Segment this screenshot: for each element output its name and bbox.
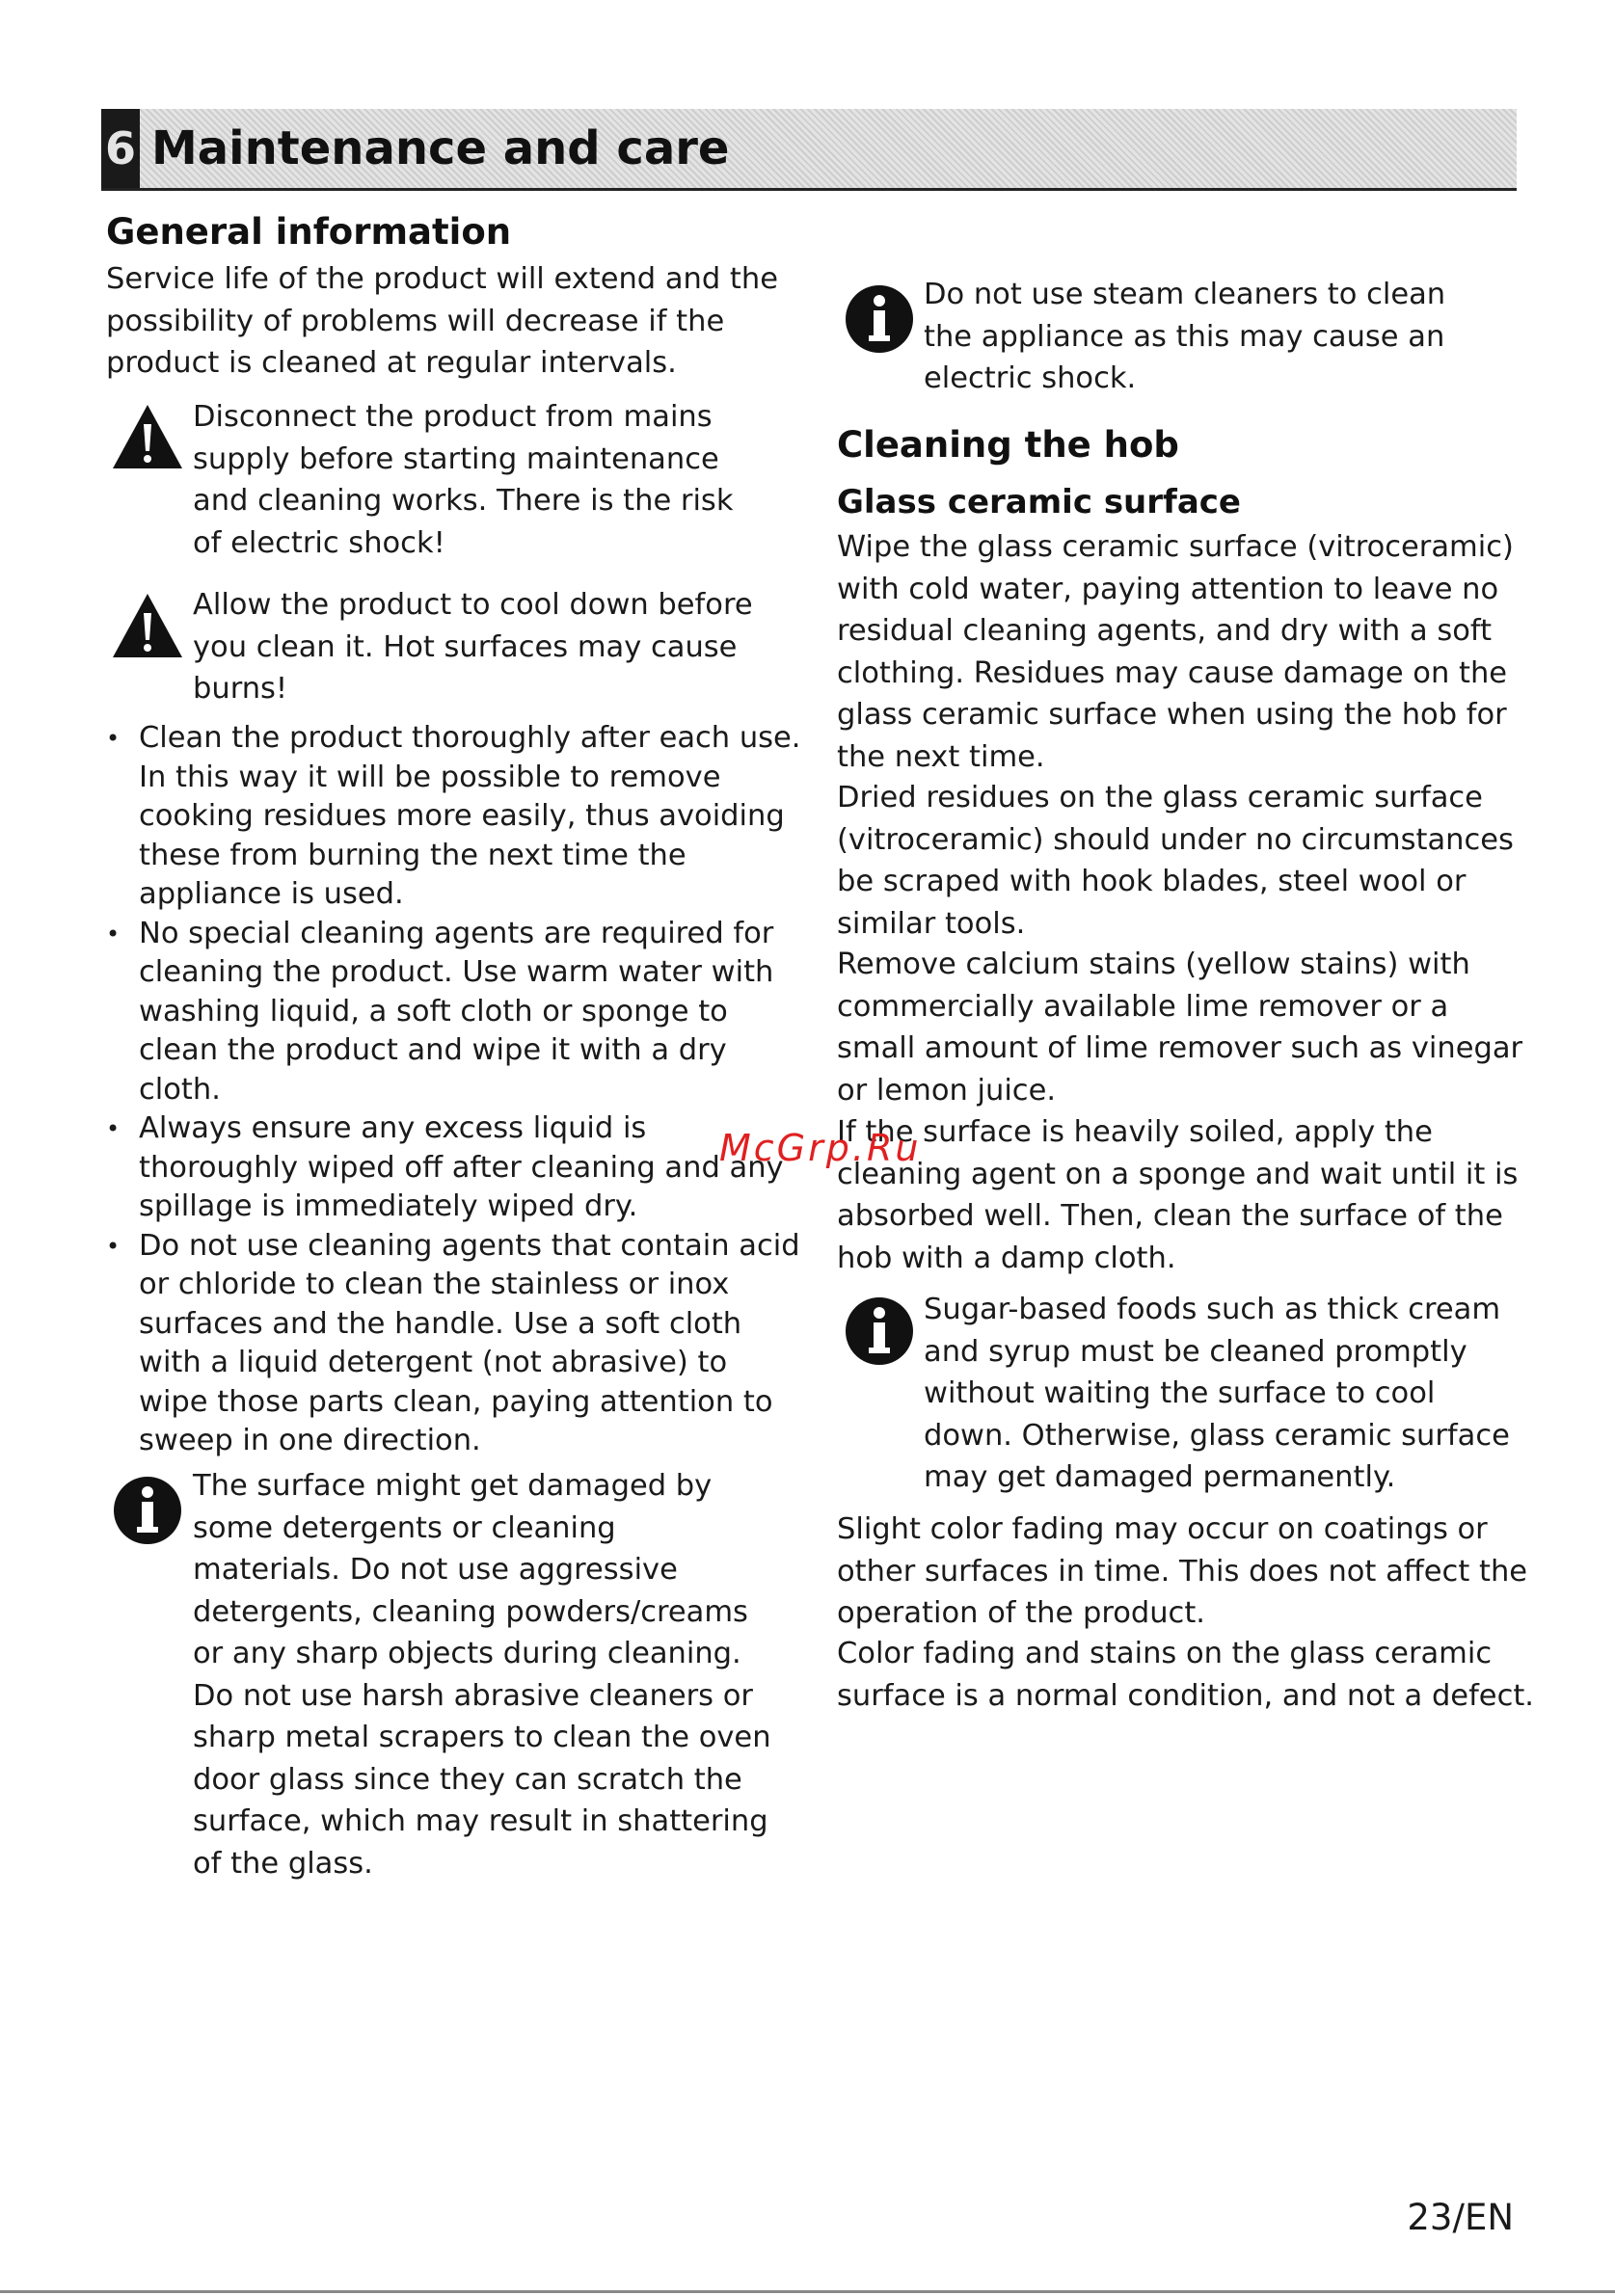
cleaning-tips-list — [106, 719, 804, 1461]
general-intro-text: Service life of the product will extend and the possibility of problems will decrease if the product is cleaned at regular intervals. — [106, 262, 778, 380]
list-item: • Do not use cleaning agents that contain acid or chloride to clean the stainless or inox surfaces and the handle. Use a soft cloth with a liquid detergent (not abrasive) to wipe those parts clean, paying attention to sweep in one direction. — [106, 1227, 804, 1461]
list-item: • Always ensure any excess liquid is thoroughly wiped off after cleaning and any spillage is immediately wiped dry. — [106, 1109, 804, 1227]
paragraph: Dried residues on the glass ceramic surface (vitroceramic) should under no circumstances be scraped with hook blades, steel wool or similar tools. — [837, 781, 1514, 941]
section-header — [101, 109, 1517, 191]
glass-ceramic-heading: Glass ceramic surface — [837, 483, 1241, 521]
cleaning-hob-heading: Cleaning the hob — [837, 424, 1179, 466]
paragraph: If the surface is heavily soiled, apply the cleaning agent on a sponge and wait until it is absorbed well. Then, clean the surface of the hob with a damp cloth. — [837, 1115, 1519, 1275]
warning-disconnect-text: Disconnect the product from mains supply before starting maintenance and cleaning works. There is the risk of electric shock! — [193, 400, 734, 560]
section-title: Maintenance and care — [151, 121, 730, 175]
paragraph: Slight color fading may occur on coatings or other surfaces in time. This does not affect the operation of the product. — [837, 1512, 1528, 1630]
general-information-heading: General information — [106, 211, 512, 253]
info-sugar-text: Sugar-based foods such as thick cream and syrup must be cleaned promptly without waiting the surface to cool down. Otherwise, glass ceramic surface may get damaged permanently. — [924, 1293, 1510, 1494]
info-icon — [844, 283, 915, 355]
paragraph: Remove calcium stains (yellow stains) with commercially available lime remover or a small amount of lime remover such as vinegar or lemon juice. — [837, 948, 1523, 1108]
watermark: McGrp.Ru — [719, 1127, 922, 1169]
info-steam-text: Do not use steam cleaners to clean the appliance as this may cause an electric shock. — [924, 278, 1446, 395]
info-surface-damage-text: The surface might get damaged by some detergents or cleaning materials. Do not use aggressive detergents, cleaning powders/creams or any sharp objects during cleaning. Do not use harsh abrasive cleaners or sharp metal scrapers to clean the oven door glass since they can scratch the surface, which may result in shattering of the glass. — [193, 1469, 771, 1881]
warning-icon — [109, 590, 186, 661]
warning-cool-down-text: Allow the product to cool down before you clean it. Hot surfaces may cause burns! — [193, 588, 753, 706]
info-icon — [112, 1475, 183, 1546]
paragraph: Wipe the glass ceramic surface (vitroceramic) with cold water, paying attention to leave no residual cleaning agents, and dry with a soft clothing. Residues may cause damage on the glass ceramic surface when using the hob for the next time. — [837, 530, 1514, 774]
list-item: • Clean the product thoroughly after each use. In this way it will be possible to remove cooking residues more easily, thus avoiding these from burning the next time the appliance is used. — [106, 719, 804, 915]
info-icon — [844, 1295, 915, 1367]
section-number: 6 — [101, 109, 140, 188]
bottom-divider — [0, 2290, 1615, 2293]
list-item: • No special cleaning agents are required for cleaning the product. Use warm water with washing liquid, a soft cloth or sponge to clean the product and wipe it with a dry cloth. — [106, 915, 804, 1110]
paragraph: Color fading and stains on the glass ceramic surface is a normal condition, and not a defect. — [837, 1637, 1534, 1713]
warning-icon — [109, 401, 186, 472]
page-number: 23/EN — [1407, 2197, 1514, 2238]
